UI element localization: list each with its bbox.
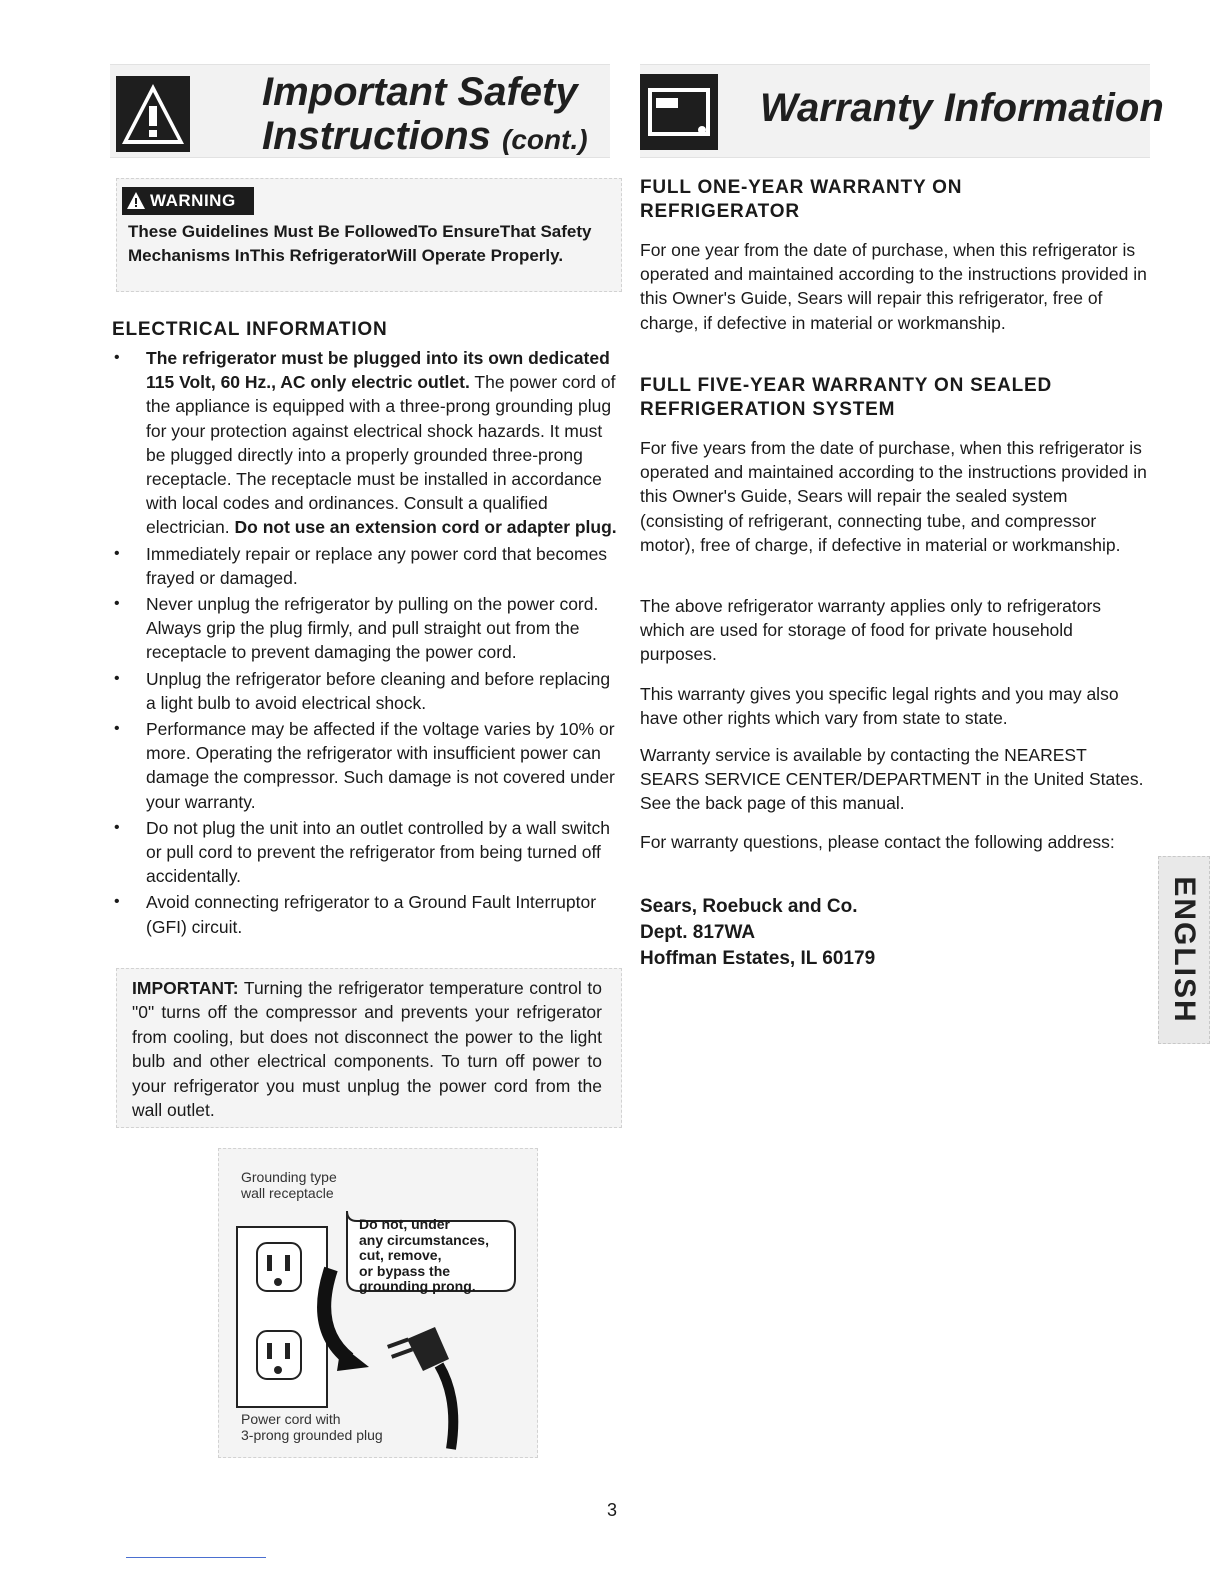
outlet-top-slot-left xyxy=(267,1255,272,1271)
list-item: • Immediately repair or replace any power cord that becomes frayed or damaged. xyxy=(110,542,622,590)
warning-text: These Guidelines Must Be FollowedTo EnsureThat Safety Mechanisms InThis RefrigeratorWill Operate Properly. xyxy=(128,222,592,265)
outlet-bottom-slot-left xyxy=(267,1343,272,1359)
arrow-head-shape xyxy=(337,1345,369,1371)
list-item xyxy=(110,346,622,540)
warranty-para-one-year: For one year from the date of purchase, when this refrigerator is operated and maintained according to the instructions provided in this Owner's Guide, Sears will repair this refrigerator, free of charge, if defective in material or workmanship. xyxy=(640,240,1147,333)
plug-prong-1 xyxy=(387,1337,409,1348)
safety-title-line1: Important Safety xyxy=(262,70,578,114)
language-side-tab xyxy=(1158,856,1210,1044)
list-item: • Avoid connecting refrigerator to a Ground Fault Interruptor (GFI) circuit. xyxy=(110,890,622,938)
callout-line3: cut, remove, xyxy=(359,1247,442,1263)
warning-badge xyxy=(122,187,254,215)
cord-shape xyxy=(439,1365,453,1449)
bullet-bold-tail: Do not use an extension cord or adapter plug. xyxy=(234,517,617,538)
grounding-plug-figure xyxy=(218,1148,538,1458)
warranty-para-rights: This warranty gives you specific legal rights and you may also have other rights which vary from state to state. xyxy=(640,684,1119,729)
language-tab-label: ENGLISH xyxy=(1168,876,1201,1024)
important-note xyxy=(132,976,602,1122)
address-line1: Sears, Roebuck and Co. xyxy=(640,896,858,917)
cord-label-line1: Power cord with xyxy=(241,1411,341,1427)
electrical-heading: ELECTRICAL INFORMATION xyxy=(112,319,388,340)
list-item: • Never unplug the refrigerator by pulling on the power cord. Always grip the plug firmly, and pull straight out from the receptacle to prevent damaging the power cord. xyxy=(110,592,622,665)
callout-line4: or bypass the xyxy=(359,1262,451,1279)
address-line3: Hoffman Estates, IL 60179 xyxy=(640,948,876,969)
outlet-top-slot-right xyxy=(285,1255,290,1271)
warranty-para-scope: The above refrigerator warranty applies only to refrigerators which are used for storage of food for private household purposes. xyxy=(640,596,1102,665)
important-label: IMPORTANT: xyxy=(132,978,239,998)
warning-triangle-icon xyxy=(126,191,146,211)
list-item: • Unplug the refrigerator before cleaning and before replacing a light bulb to avoid electrical shock. xyxy=(110,667,622,715)
warranty-para-contact: For warranty questions, please contact the following address: xyxy=(640,832,1115,852)
warranty-address xyxy=(640,894,875,972)
receptacle-label xyxy=(241,1169,337,1201)
important-text: Turning the refrigerator temperature control to "0" turns off the compressor and prevents your refrigerator from cooling, but does not disconnect the power to the light bulb and other electrical components. To turn off power to your refrigerator you must unplug the power cord from the wall outlet. xyxy=(132,978,603,1121)
receptacle-label-line2: wall receptacle xyxy=(241,1185,334,1201)
callout-line1: Do not, under xyxy=(359,1216,450,1232)
plug-prong-2 xyxy=(391,1347,413,1358)
bullet-text: The power cord of the appliance is equipped with a three-prong grounding plug for your protection against electrical shock hazards. It must be plugged directly into a properly grounded three-prong receptacle. The receptacle must be installed in accordance with local codes and ordinances. Consult a qualified electrician. xyxy=(146,372,616,538)
safety-title-line2 xyxy=(262,114,588,162)
safety-title-word: Instructions xyxy=(262,114,491,158)
cord-label xyxy=(241,1411,383,1443)
outlet-bottom-ground-hole xyxy=(274,1366,282,1374)
outlet-top-ground-hole xyxy=(274,1278,282,1286)
address-line2: Dept. 817WA xyxy=(640,922,756,943)
list-item: • Performance may be affected if the voltage varies by 10% or more. Operating the refrigerator with insufficient power can damage the compressor. Such damage is not covered under your warranty. xyxy=(110,717,622,814)
safety-title-suffix: (cont.) xyxy=(502,124,588,155)
safety-header-icon xyxy=(116,76,190,152)
safety-header-title xyxy=(262,70,588,162)
warranty-heading-five-year: FULL FIVE-YEAR WARRANTY ON SEALED REFRIGERATION SYSTEM xyxy=(640,375,1053,420)
footer-rule xyxy=(126,1557,266,1558)
outlet-bottom-slot-right xyxy=(285,1343,290,1359)
bullet-bold-lead: The refrigerator must be plugged into its own dedicated 115 Volt, 60 Hz., AC only electric outlet. xyxy=(146,348,610,393)
warranty-header-icon xyxy=(640,74,718,150)
electrical-bullet-list xyxy=(110,346,622,941)
arrow-shape xyxy=(324,1269,349,1359)
warranty-para-service: Warranty service is available by contacting the NEAREST SEARS SERVICE CENTER/DEPARTMENT in the United States. See the back page of this manual. xyxy=(640,745,1144,814)
warranty-heading-one-year: FULL ONE-YEAR WARRANTY ON REFRIGERATOR xyxy=(640,177,963,222)
receptacle-label-line1: Grounding type xyxy=(241,1169,337,1185)
page-number: 3 xyxy=(606,1500,617,1520)
callout-line5: grounding prong. xyxy=(359,1278,476,1294)
callout-text xyxy=(359,1217,489,1295)
cord-label-line2: 3-prong grounded plug xyxy=(241,1427,383,1443)
list-item: • Do not plug the unit into an outlet controlled by a wall switch or pull cord to prevent the refrigerator from being turned off accidentally. xyxy=(110,816,622,889)
warning-label: WARNING xyxy=(150,191,236,210)
callout-line2: any circumstances, xyxy=(359,1231,489,1248)
warranty-header-title: Warranty Information xyxy=(760,86,1164,130)
warranty-para-five-year: For five years from the date of purchase, when this refrigerator is operated and maintained according to the instructions provided in this Owner's Guide, Sears will repair the sealed system (consisting of refrigerant, connecting tube, and compressor motor), free of charge, if defective in material or workmanship. xyxy=(640,438,1147,555)
